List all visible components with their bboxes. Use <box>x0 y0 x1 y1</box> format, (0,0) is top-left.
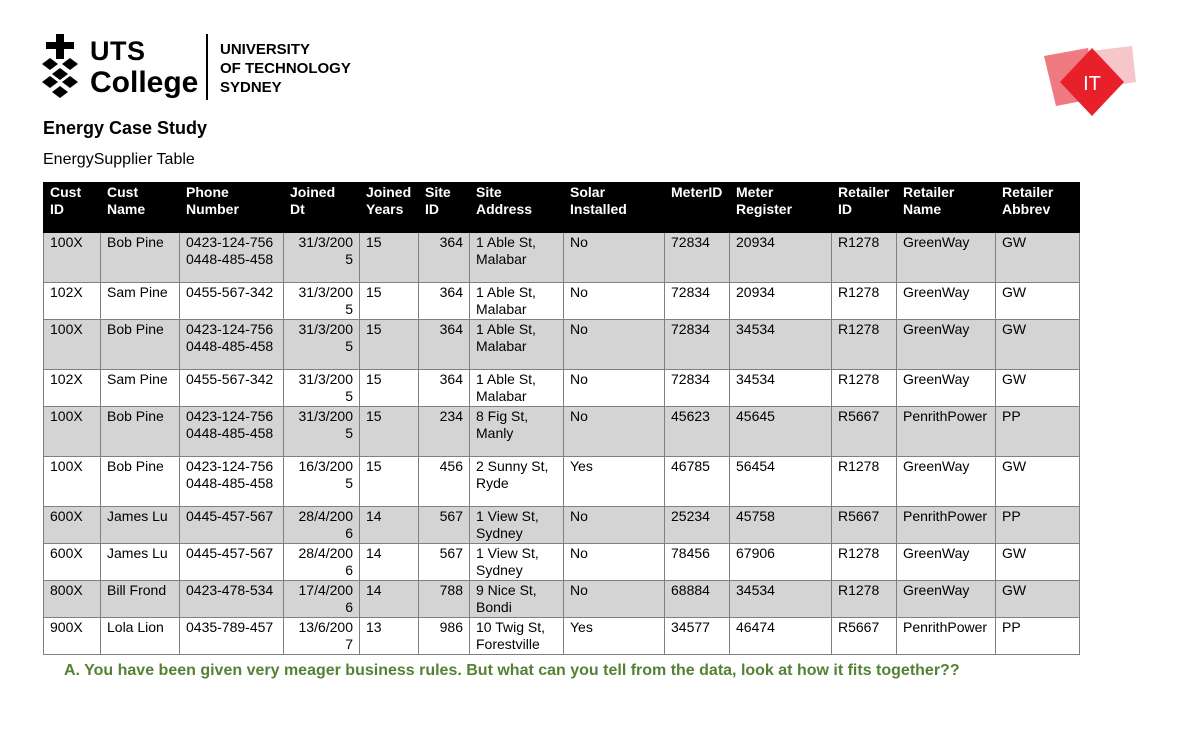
table-cell: Bob Pine <box>101 407 180 457</box>
table-cell: 0423-124-756 0448-485-458 <box>180 457 284 507</box>
table-cell: 16/3/200 5 <box>284 457 360 507</box>
table-cell: 15 <box>360 407 419 457</box>
column-header: Phone Number <box>180 183 284 233</box>
table-row <box>44 283 1080 320</box>
table-cell: 10 Twig St, Forestville <box>470 618 564 655</box>
table-cell: R1278 <box>832 320 897 370</box>
table-cell: GW <box>996 233 1080 283</box>
table-cell: 28/4/200 6 <box>284 544 360 581</box>
table-cell: 600X <box>44 544 101 581</box>
table-cell: PenrithPower <box>897 618 996 655</box>
column-header: Retailer Abbrev <box>996 183 1080 233</box>
table-cell: Yes <box>564 618 665 655</box>
table-cell: 0445-457-567 <box>180 507 284 544</box>
table-cell: 34534 <box>730 320 832 370</box>
column-header: Site ID <box>419 183 470 233</box>
table-cell: 13/6/200 7 <box>284 618 360 655</box>
table-cell: No <box>564 407 665 457</box>
table-row <box>44 581 1080 618</box>
table-row <box>44 320 1080 370</box>
column-header: Cust ID <box>44 183 101 233</box>
table-cell: PenrithPower <box>897 507 996 544</box>
table-cell: 31/3/200 5 <box>284 370 360 407</box>
table-cell: No <box>564 581 665 618</box>
table-cell: No <box>564 544 665 581</box>
table-cell: 31/3/200 5 <box>284 320 360 370</box>
table-cell: 46474 <box>730 618 832 655</box>
table-row <box>44 457 1080 507</box>
table-cell: 0423-124-756 0448-485-458 <box>180 407 284 457</box>
table-cell: GreenWay <box>897 544 996 581</box>
column-header: Site Address <box>470 183 564 233</box>
table-cell: R1278 <box>832 283 897 320</box>
table-cell: 800X <box>44 581 101 618</box>
table-cell: 56454 <box>730 457 832 507</box>
table-cell: 13 <box>360 618 419 655</box>
question-note: A. You have been given very meager business rules. But what can you tell from the data, look at how it fits together?? <box>64 662 960 679</box>
table-cell: 364 <box>419 233 470 283</box>
table-cell: 2 Sunny St, Ryde <box>470 457 564 507</box>
table-cell: No <box>564 320 665 370</box>
table-cell: 364 <box>419 370 470 407</box>
document-title: Energy Case Study <box>43 118 208 138</box>
table-cell: 15 <box>360 320 419 370</box>
table-cell: GW <box>996 457 1080 507</box>
energy-supplier-table <box>43 182 1080 655</box>
table-cell: 234 <box>419 407 470 457</box>
table-cell: Bill Frond <box>101 581 180 618</box>
table-cell: GreenWay <box>897 283 996 320</box>
column-header: Solar Installed <box>564 183 665 233</box>
uts-college-logo <box>40 34 360 104</box>
table-cell: No <box>564 507 665 544</box>
table-cell: 20934 <box>730 233 832 283</box>
table-cell: 72834 <box>665 283 730 320</box>
table-cell: 600X <box>44 507 101 544</box>
table-cell: 567 <box>419 507 470 544</box>
table-cell: 15 <box>360 370 419 407</box>
table-cell: R1278 <box>832 370 897 407</box>
table-cell: GreenWay <box>897 320 996 370</box>
table-cell: 0445-457-567 <box>180 544 284 581</box>
table-cell: 31/3/200 5 <box>284 283 360 320</box>
table-cell: GW <box>996 370 1080 407</box>
table-cell: 788 <box>419 581 470 618</box>
table-cell: 100X <box>44 457 101 507</box>
table-cell: 364 <box>419 283 470 320</box>
table-cell: 72834 <box>665 320 730 370</box>
table-cell: James Lu <box>101 507 180 544</box>
table-cell: 34534 <box>730 370 832 407</box>
table-header-row <box>44 183 1080 233</box>
table-cell: 15 <box>360 233 419 283</box>
table-cell: 100X <box>44 233 101 283</box>
uts-crest-icon <box>40 34 80 100</box>
table-cell: 0423-478-534 <box>180 581 284 618</box>
table-cell: 1 Able St, Malabar <box>470 320 564 370</box>
table-cell: 102X <box>44 283 101 320</box>
table-cell: 45758 <box>730 507 832 544</box>
table-cell: 0455-567-342 <box>180 370 284 407</box>
logo-divider <box>206 34 208 100</box>
table-cell: PP <box>996 407 1080 457</box>
table-cell: 567 <box>419 544 470 581</box>
table-cell: 72834 <box>665 370 730 407</box>
table-cell: 456 <box>419 457 470 507</box>
column-header: Joined Years <box>360 183 419 233</box>
table-row <box>44 233 1080 283</box>
table-cell: No <box>564 370 665 407</box>
table-cell: GW <box>996 544 1080 581</box>
table-cell: GW <box>996 320 1080 370</box>
table-row <box>44 407 1080 457</box>
table-cell: R5667 <box>832 507 897 544</box>
it-badge-icon <box>1040 42 1140 122</box>
table-cell: 14 <box>360 507 419 544</box>
table-cell: R5667 <box>832 618 897 655</box>
table-cell: 0423-124-756 0448-485-458 <box>180 320 284 370</box>
table-cell: Sam Pine <box>101 283 180 320</box>
table-row <box>44 507 1080 544</box>
table-cell: GreenWay <box>897 370 996 407</box>
table-cell: 25234 <box>665 507 730 544</box>
table-cell: 100X <box>44 407 101 457</box>
table-cell: R1278 <box>832 457 897 507</box>
column-header: Retailer ID <box>832 183 897 233</box>
table-cell: 45623 <box>665 407 730 457</box>
table-cell: 17/4/200 6 <box>284 581 360 618</box>
table-cell: 900X <box>44 618 101 655</box>
logo-university-text: UNIVERSITY OF TECHNOLOGY SYDNEY <box>220 41 351 96</box>
table-cell: 31/3/200 5 <box>284 233 360 283</box>
table-cell: 20934 <box>730 283 832 320</box>
table-cell: 34534 <box>730 581 832 618</box>
table-cell: 68884 <box>665 581 730 618</box>
table-row <box>44 544 1080 581</box>
table-cell: 8 Fig St, Manly <box>470 407 564 457</box>
it-badge-label: IT <box>1083 73 1101 95</box>
table-cell: 0423-124-756 0448-485-458 <box>180 233 284 283</box>
table-cell: Bob Pine <box>101 320 180 370</box>
table-cell: 34577 <box>665 618 730 655</box>
table-cell: Sam Pine <box>101 370 180 407</box>
table-cell: Lola Lion <box>101 618 180 655</box>
table-cell: GreenWay <box>897 581 996 618</box>
logo-college-text: College <box>90 66 199 99</box>
table-cell: GreenWay <box>897 233 996 283</box>
column-header: Meter Register <box>730 183 832 233</box>
column-header: Retailer Name <box>897 183 996 233</box>
table-cell: 100X <box>44 320 101 370</box>
table-cell: PP <box>996 507 1080 544</box>
table-cell: Bob Pine <box>101 457 180 507</box>
table-cell: 28/4/200 6 <box>284 507 360 544</box>
table-cell: 1 View St, Sydney <box>470 507 564 544</box>
table-cell: 9 Nice St, Bondi <box>470 581 564 618</box>
table-cell: GW <box>996 581 1080 618</box>
table-cell: GreenWay <box>897 457 996 507</box>
table-cell: No <box>564 283 665 320</box>
table-cell: 1 View St, Sydney <box>470 544 564 581</box>
table-cell: 102X <box>44 370 101 407</box>
table-row <box>44 618 1080 655</box>
table-cell: 986 <box>419 618 470 655</box>
table-cell: 15 <box>360 283 419 320</box>
table-cell: James Lu <box>101 544 180 581</box>
table-cell: R5667 <box>832 407 897 457</box>
table-cell: 1 Able St, Malabar <box>470 370 564 407</box>
table-cell: No <box>564 233 665 283</box>
table-cell: 1 Able St, Malabar <box>470 283 564 320</box>
table-cell: 72834 <box>665 233 730 283</box>
table-cell: 45645 <box>730 407 832 457</box>
table-cell: 14 <box>360 581 419 618</box>
table-cell: PP <box>996 618 1080 655</box>
table-cell: 0435-789-457 <box>180 618 284 655</box>
logo-uts-text: UTS <box>90 36 146 66</box>
column-header: MeterID <box>665 183 730 233</box>
table-cell: 31/3/200 5 <box>284 407 360 457</box>
table-body <box>44 233 1080 655</box>
table-cell: Bob Pine <box>101 233 180 283</box>
table-cell: 46785 <box>665 457 730 507</box>
table-cell: 0455-567-342 <box>180 283 284 320</box>
table-cell: R1278 <box>832 233 897 283</box>
column-header: Cust Name <box>101 183 180 233</box>
table-cell: GW <box>996 283 1080 320</box>
table-row <box>44 370 1080 407</box>
table-cell: PenrithPower <box>897 407 996 457</box>
table-cell: 1 Able St, Malabar <box>470 233 564 283</box>
table-cell: R1278 <box>832 581 897 618</box>
table-cell: 78456 <box>665 544 730 581</box>
table-cell: Yes <box>564 457 665 507</box>
table-cell: R1278 <box>832 544 897 581</box>
table-cell: 364 <box>419 320 470 370</box>
table-cell: 15 <box>360 457 419 507</box>
table-cell: 67906 <box>730 544 832 581</box>
table-caption: EnergySupplier Table <box>43 151 195 168</box>
column-header: Joined Dt <box>284 183 360 233</box>
table-cell: 14 <box>360 544 419 581</box>
